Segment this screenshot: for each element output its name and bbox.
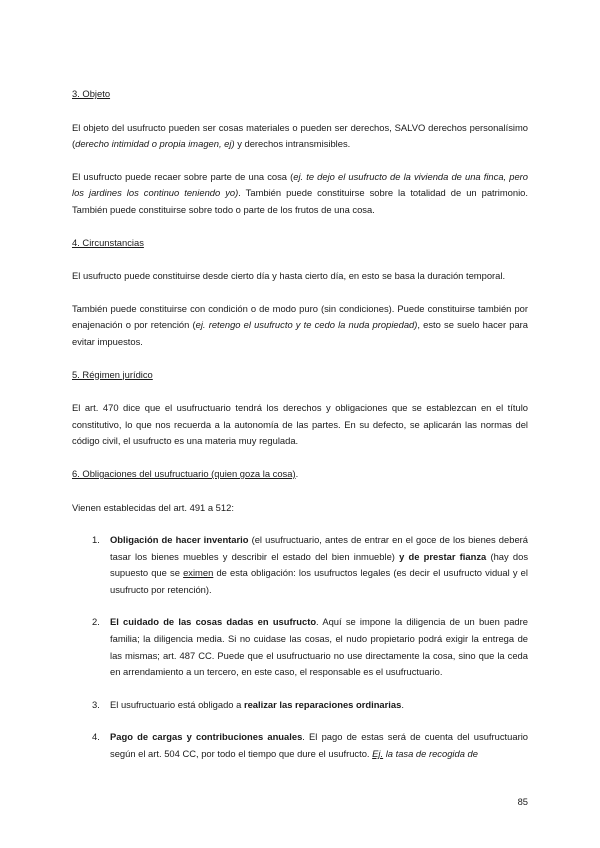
list-item: 4. Pago de cargas y contribuciones anuales. El pago de estas será de cuenta del usufructuario según el art. 504 CC, por todo el tiempo que dure el usufructo. Ej. la tasa de recogida de	[92, 731, 528, 760]
section-4-heading: 4. Circunstancias	[72, 236, 144, 248]
list-item: 1. Obligación de hacer inventario (el usufructuario, antes de entrar en el goce de los bienes deberá tasar los bienes muebles y describir el estado del bien inmueble) y de prestar fianza (hay dos supuesto que se eximen de esta obligación: los usufructos legales (es decir el usufructo vidual y el usufructo por retención).	[92, 534, 529, 595]
section-4-paragraph-2: También puede constituirse con condición o de modo puro (sin condiciones). Puede constituirse también por enajenación o por retención (ej. retengo el usufructo y te cedo la nuda propiedad), esto se suelo hacer para evitar impuestos.	[72, 302, 529, 347]
section-3-heading: 3. Objeto	[72, 88, 111, 99]
section-5-paragraph-1: El art. 470 dice que el usufructuario tendrá los derechos y obligaciones que se establezcan en el título constitutivo, lo que nos recuerda a la autonomía de las partes. En su defecto, se aplicarán las normas del código civil, el usufructo es una materia muy regulada.	[72, 402, 528, 447]
page-number: 85	[517, 796, 528, 807]
section-6-heading: 6. Obligaciones del usufructuario (quien goza la cosa).	[72, 467, 299, 479]
page-content	[72, 86, 528, 779]
list-item: 2. El cuidado de las cosas dadas en usufructo. Aquí se impone la diligencia de un buen padre familia; la diligencia media. Si no cuidase las cosas, el nudo propietario podrá exigir la entrega de las mismas; art. 487 CC. Puede que el usufructuario no use directamente la cosa, sino que la ceda en arrendamiento a un tercero, en este caso, el responsable es el usufructuario.	[92, 616, 528, 678]
obligations-list	[72, 532, 528, 763]
section-4-paragraph-1: El usufructo puede constituirse desde cierto día y hasta cierto día, en esto se basa la duración temporal.	[72, 270, 506, 282]
section-6-intro: Vienen establecidas del art. 491 a 512:	[72, 501, 234, 513]
list-item: 3. El usufructuario está obligado a realizar las reparaciones ordinarias.	[92, 698, 404, 710]
section-3-paragraph-1: El objeto del usufructo pueden ser cosas materiales o pueden ser derechos, SALVO derechos personalísimo (derecho intimidad o propia imagen, ej) y derechos intransmisibles.	[72, 121, 528, 150]
section-3-paragraph-2: El usufructo puede recaer sobre parte de una cosa (ej. te dejo el usufructo de la vivienda de una finca, pero los jardines los continuo teniendo yo). También puede constituirse sobre la totalidad de un patrimonio. También puede constituirse sobre todo o parte de los frutos de una cosa.	[72, 170, 528, 215]
section-5-heading: 5. Régimen jurídico	[72, 368, 153, 380]
